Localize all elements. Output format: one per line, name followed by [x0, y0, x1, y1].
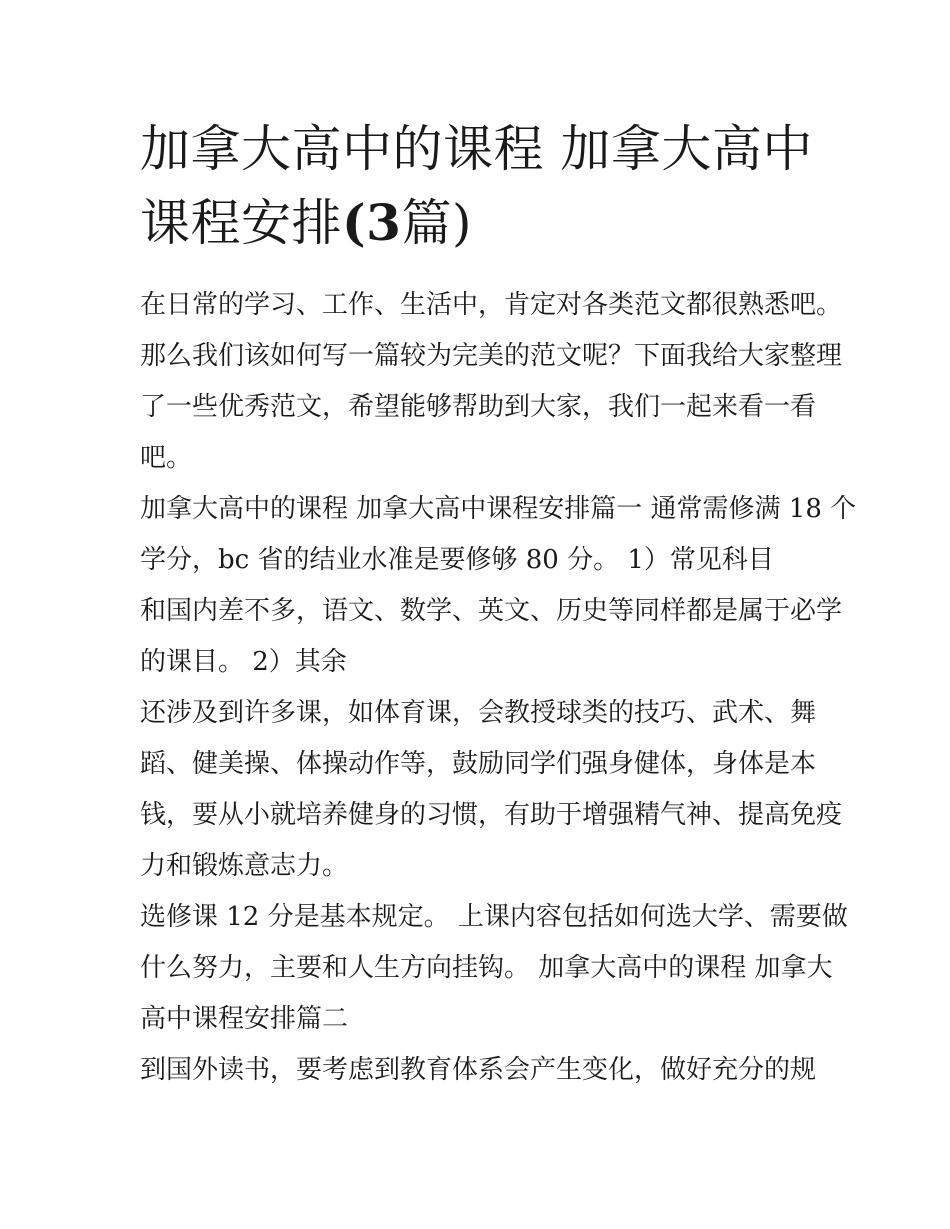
paragraph-line: 了一些优秀范文，希望能够帮助到大家，我们一起来看一看 [140, 392, 817, 422]
paragraph-line: 选修课 12 分是基本规定。 上课内容包括如何选大学、需要做 [140, 902, 848, 932]
paragraph-line: 那么我们该如何写一篇较为完美的范文呢？下面我给大家整理 [140, 341, 843, 371]
paragraph-line: 吧。 [140, 443, 193, 473]
title-line-2 [140, 186, 820, 260]
paragraph-line: 还涉及到许多课，如体育课，会教授球类的技巧、武术、舞 [140, 698, 817, 728]
paragraph-line: 高中课程安排篇二 [140, 1004, 349, 1034]
paragraph-line: 什么努力，主要和人生方向挂钩。 加拿大高中的课程 加拿大 [140, 953, 833, 983]
document-page [140, 112, 857, 1096]
paragraph-line: 力和锻炼意志力。 [140, 851, 349, 881]
title-count-number: (3 [342, 193, 402, 252]
paragraph-line: 蹈、健美操、体操动作等，鼓励同学们强身健体，身体是本 [140, 749, 817, 779]
paragraph-line: 加拿大高中的课程 加拿大高中课程安排篇一 通常需修满 18 个 [140, 494, 857, 524]
paragraph-line: 和国内差不多，语文、数学、英文、历史等同样都是属于必学 [140, 596, 843, 626]
paragraph-line: 钱，要从小就培养健身的习惯，有助于增强精气神、提高免疫 [140, 800, 843, 830]
paragraph-line: 在日常的学习、工作、生活中，肯定对各类范文都很熟悉吧。 [140, 290, 843, 320]
title-line-1: 加拿大高中的课程 加拿大高中 [140, 120, 813, 178]
paragraph-line: 学分，bc 省的结业水准是要修够 80 分。 1）常见科目 [140, 545, 774, 575]
paragraph-line: 到国外读书，要考虑到教育体系会产生变化，做好充分的规 [140, 1055, 817, 1085]
body-paragraph [140, 484, 857, 1096]
title-line-2-prefix: 课程安排 [140, 194, 342, 252]
document-title [140, 112, 820, 260]
intro-paragraph [140, 280, 843, 484]
paragraph-line: 的课目。 2）其余 [140, 647, 347, 677]
title-line-2-suffix: 篇) [401, 194, 472, 252]
